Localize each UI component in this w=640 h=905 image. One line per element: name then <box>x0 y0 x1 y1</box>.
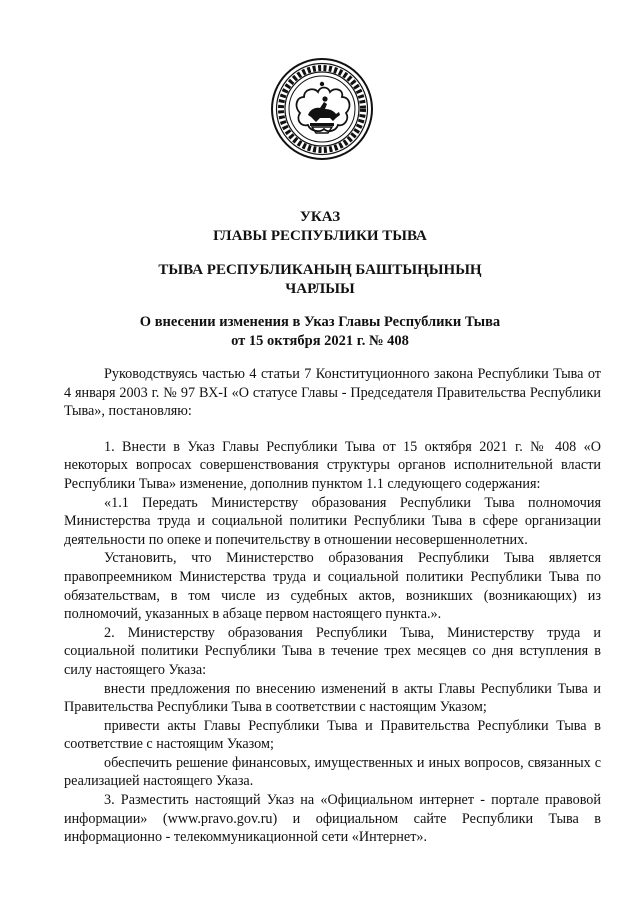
subject-line-1: О внесении изменения в Указ Главы Республики Тыва <box>139 314 501 330</box>
tuva-coat-of-arms-icon <box>270 57 374 161</box>
item-1-1-succession-paragraph: Установить, что Министерство образования Республики Тыва является правопреемником Министерства труда и социальной политики Республики Тыва по обязательствам, в том числе из судебных актов, возникших (возникающих) из полномочий, указанных в абзаце первом настоящего пункта.». <box>64 550 601 623</box>
decree-heading-tuvan <box>0 261 640 299</box>
decree-heading <box>0 208 640 246</box>
item-2-sub-1-paragraph: внести предложения по внесению изменений в акты Главы Республики Тыва и Правительства Республики Тыва в соответствии с настоящим Указом; <box>64 680 601 716</box>
decree-subject <box>0 313 640 351</box>
heading-line-head-ru: ГЛАВЫ РЕСПУБЛИКИ ТЫВА <box>213 228 427 244</box>
preamble-paragraph: Руководствуясь частью 4 статьи 7 Конституционного закона Республики Тыва от 4 января 2003 г. № 97 ВХ-I «О статусе Главы - Председателя Правительства Республики Тыва», постановляю: <box>64 366 601 420</box>
item-1-paragraph: 1. Внести в Указ Главы Республики Тыва от 15 октября 2021 г. № 408 «О некоторых вопросах совершенствования структуры органов исполнительной власти Республики Тыва» изменение, дополнив пунктом 1.1 следующего содержания: <box>64 438 601 492</box>
decree-body <box>64 365 601 847</box>
heading-line-ukaz: УКАЗ <box>299 209 341 225</box>
heading-line-head-tuv: ТЫВА РЕСПУБЛИКАНЫҢ БАШТЫҢЫНЫҢ <box>158 262 482 278</box>
item-3-paragraph: 3. Разместить настоящий Указ на «Официальном интернет - портале правовой информации» (www.pravo.gov.ru) и официальном сайте Республики Тыва в информационно - телекоммуникационной сети «Интернет». <box>64 792 601 846</box>
item-2-sub-2-paragraph: привести акты Главы Республики Тыва и Правительства Республики Тыва в соответствие с настоящим Указом; <box>64 717 601 753</box>
item-2-paragraph: 2. Министерству образования Республики Тыва, Министерству труда и социальной политики Республики Тыва в течение трех месяцев со дня вступления в силу настоящего Указа: <box>64 624 601 678</box>
item-1-1-paragraph: «1.1 Передать Министерству образования Республики Тыва полномочия Министерства труда и социальной политики Республики Тыва в сфере организации деятельности по опеке и попечительству в отношении несовершеннолетних. <box>64 494 601 548</box>
heading-line-charlyy: ЧАРЛЫЫ <box>285 281 355 297</box>
item-2-sub-3-paragraph: обеспечить решение финансовых, имущественных и иных вопросов, связанных с реализацией настоящего Указа. <box>64 754 601 790</box>
subject-line-2: от 15 октября 2021 г. № 408 <box>231 333 409 349</box>
